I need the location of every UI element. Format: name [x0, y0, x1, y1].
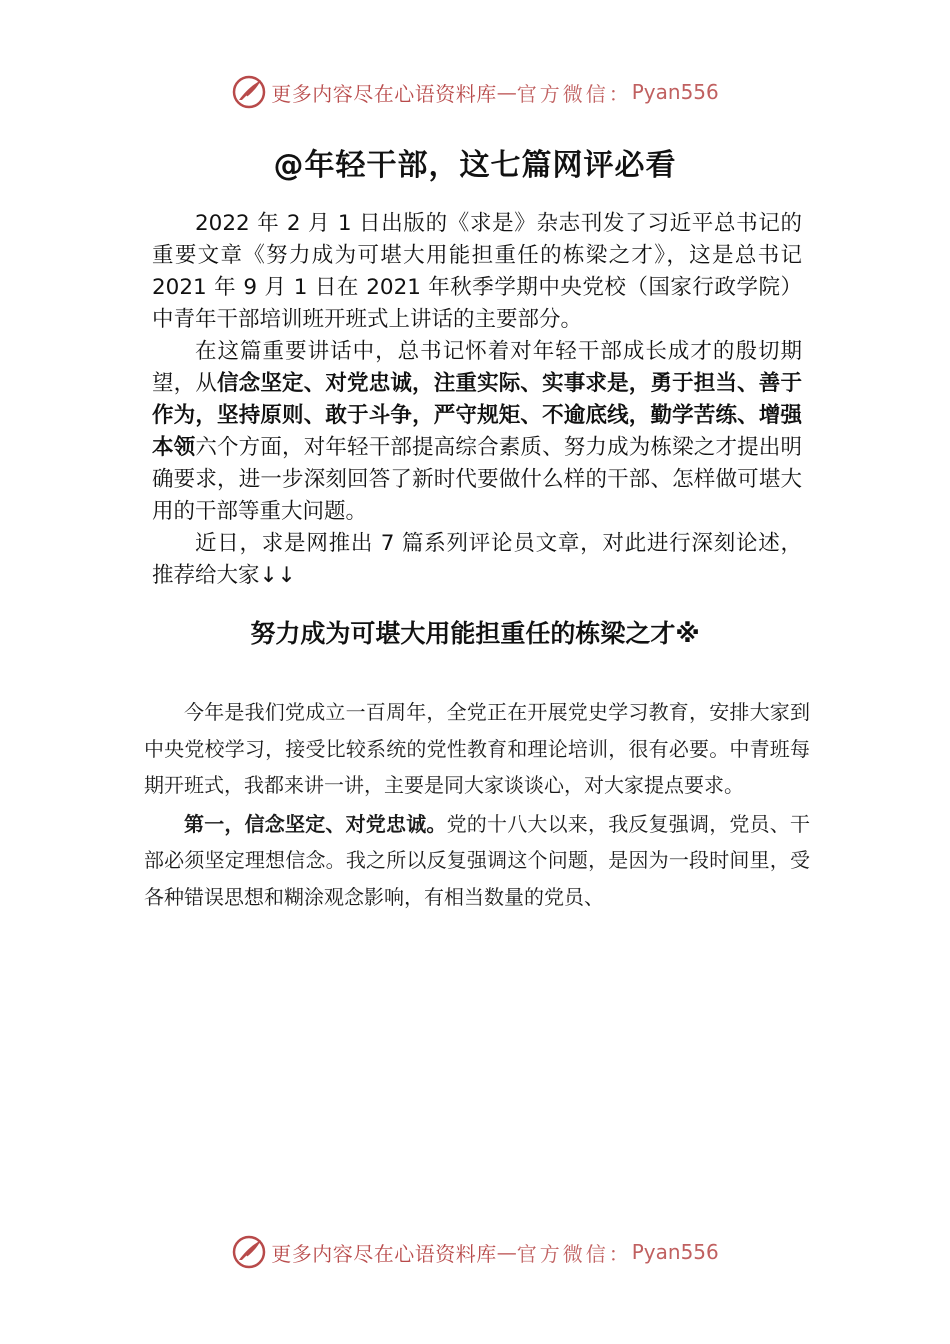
- watermark-wechat-label: 官方微信：: [516, 81, 632, 106]
- watermark-banner-top: [0, 72, 950, 112]
- intro-section: [152, 208, 802, 592]
- quill-logo-icon: [231, 74, 267, 110]
- intro-paragraph-3: 近日，求是网推出 7 篇系列评论员文章，对此进行深刻论述，推荐给大家↓↓: [152, 531, 802, 588]
- watermark-banner-bottom: [0, 1232, 950, 1272]
- article-subtitle: 努力成为可堪大用能担重任的栋梁之才※: [250, 619, 700, 648]
- intro-p2-end: 六个方面，对年轻干部提高综合素质、努力成为栋梁之才提出明确要求，进一步深刻回答了新时代要做什么样的干部、怎样做可堪大用的干部等重大问题。: [152, 435, 802, 524]
- speech-p2-text: 党的十八大以来，我反复强调，党员、干部必须坚定理想信念。我之所以反复强调这个问题，是因为一段时间里，受各种错误思想和糊涂观念影响，有相当数量的党员、: [144, 811, 811, 909]
- speech-p2-heading: 第一，信念坚定、对党忠诚。: [184, 811, 447, 836]
- intro-paragraph-2: [152, 336, 802, 528]
- watermark-text: 更多内容尽在心语资料库: [271, 81, 497, 106]
- intro-p2-bold: 信念坚定、对党忠诚，注重实际、实事求是，勇于担当、善于作为，坚持原则、敢于斗争，严守规矩、不逾底线，勤学苦练、增强本领: [152, 371, 802, 460]
- intro-paragraph-1: 2022 年 2 月 1 日出版的《求是》杂志刊发了习近平总书记的重要文章《努力成为可堪大用能担重任的栋梁之才》，这是总书记 2021 年 9 月 1 日在 2021 年秋季学期中央党校（国家行政学院）中青年干部培训班开班式上讲话的主要部分。: [152, 211, 802, 332]
- watermark-wechat-id: Pyan556: [631, 1240, 719, 1264]
- watermark-separator: —: [496, 80, 517, 104]
- intro-p2-start: 在这篇重要讲话中，总书记怀着对年轻干部成长成才的殷切期望，从: [152, 339, 802, 396]
- watermark-wechat-id: Pyan556: [631, 80, 719, 104]
- watermark-wechat-label: 官方微信：: [516, 1241, 632, 1266]
- watermark-separator: —: [496, 1240, 517, 1264]
- speech-section: [144, 694, 810, 917]
- watermark-text: 更多内容尽在心语资料库: [271, 1241, 497, 1266]
- speech-paragraph-2: [144, 806, 810, 916]
- page-title: @年轻干部，这七篇网评必看: [273, 148, 677, 183]
- quill-logo-icon: [231, 1234, 267, 1270]
- speech-paragraph-1: 今年是我们党成立一百周年，全党正在开展党史学习教育，安排大家到中央党校学习，接受比较系统的党性教育和理论培训，很有必要。中青班每期开班式，我都来讲一讲，主要是同大家谈谈心，对大家提点要求。: [144, 700, 810, 797]
